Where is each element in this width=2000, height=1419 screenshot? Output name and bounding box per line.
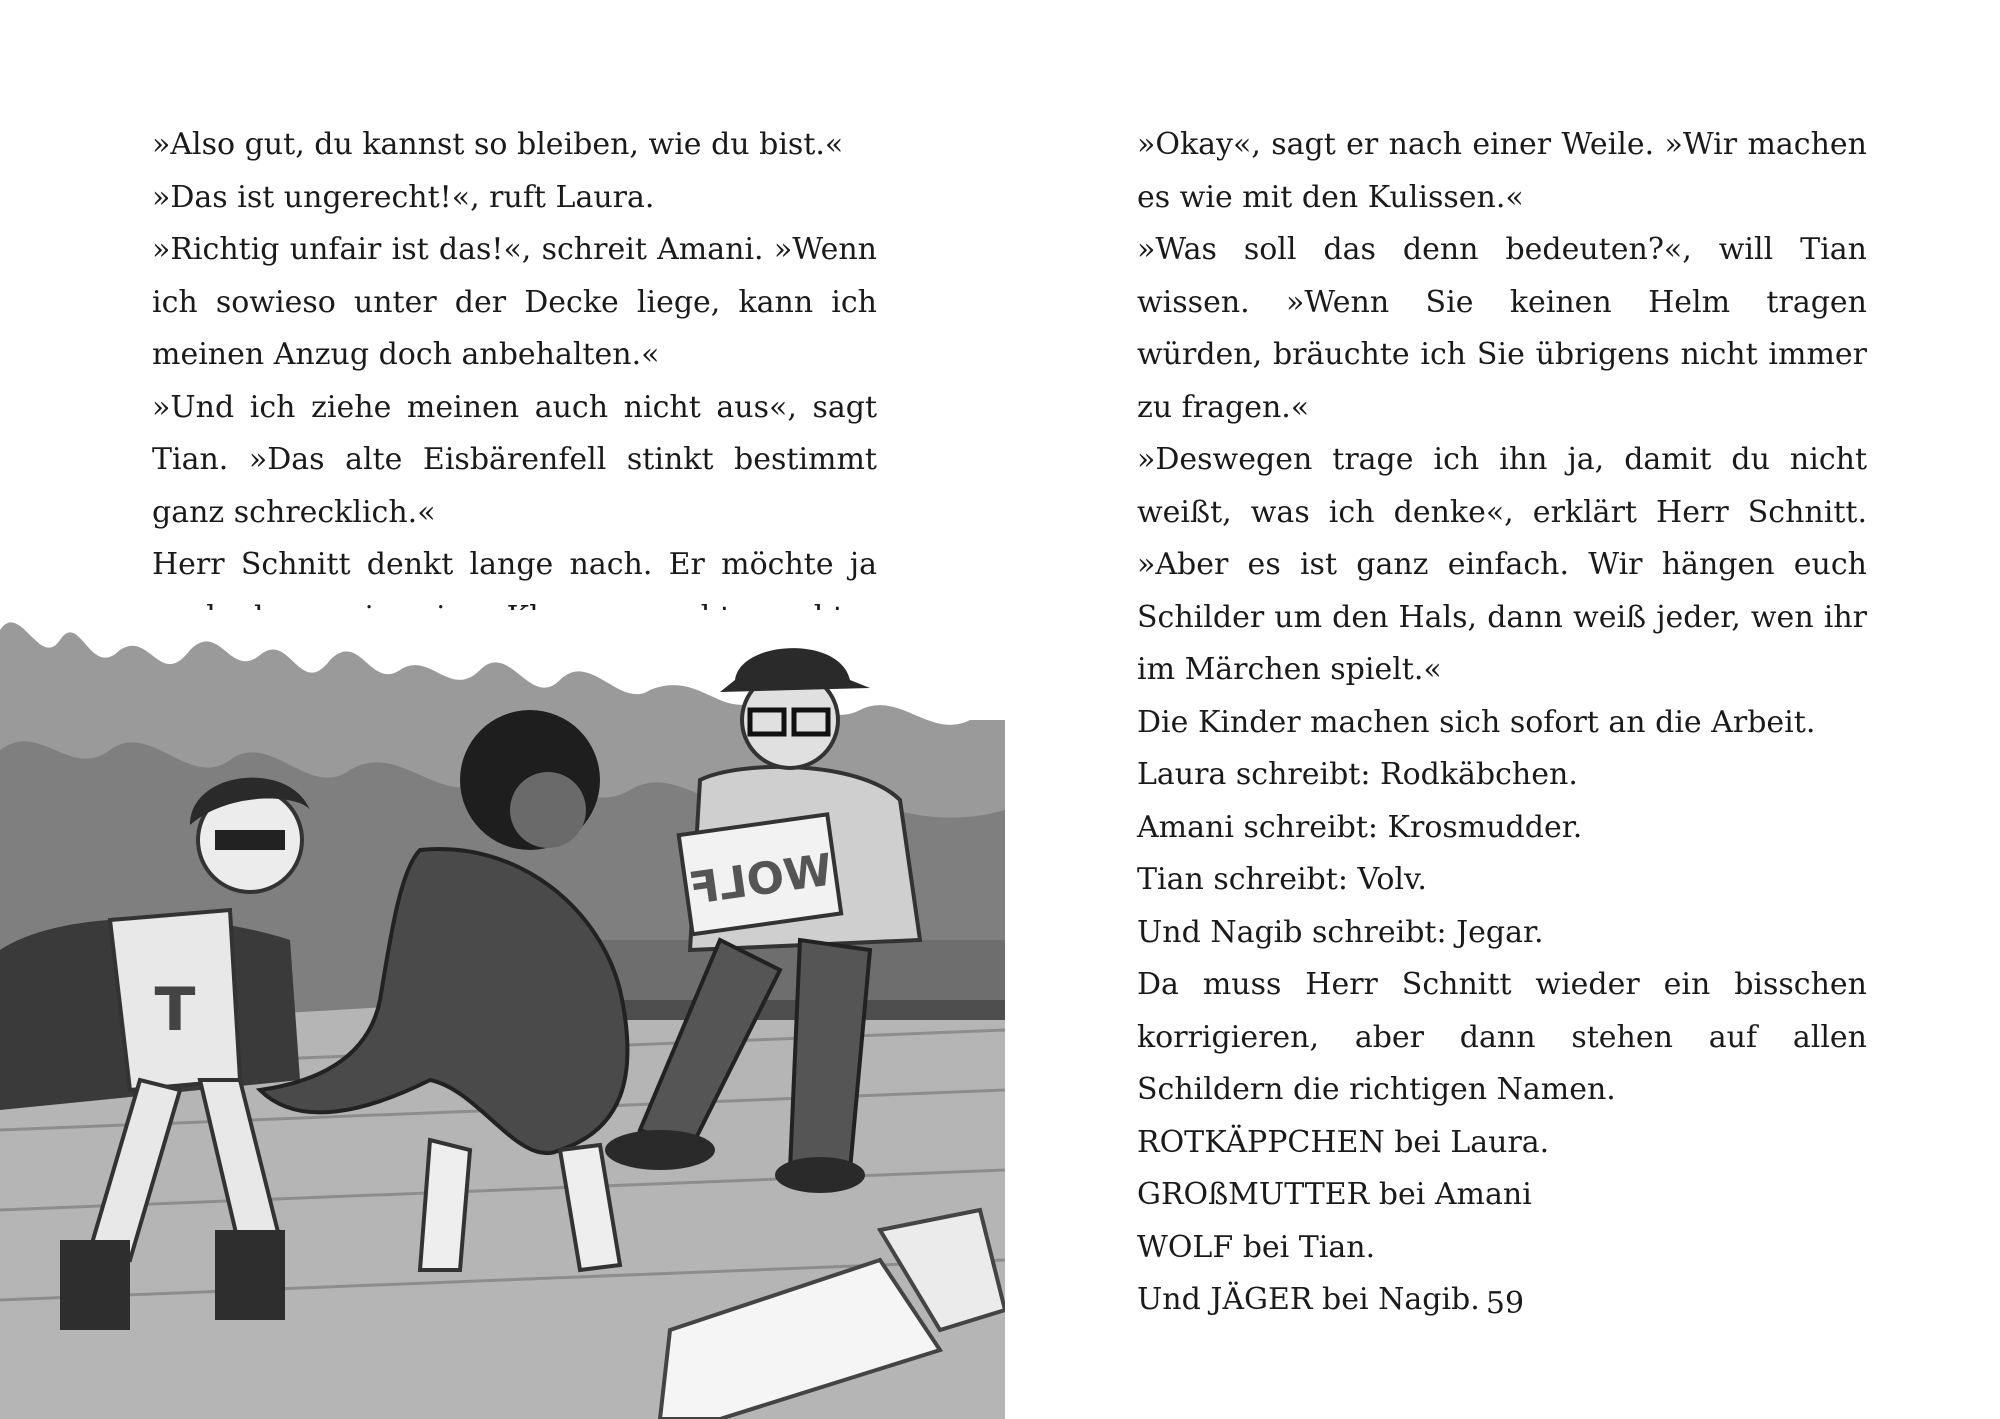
wolf-sign: [679, 814, 841, 934]
paragraph: ROTKÄPPCHEN bei Laura.: [1137, 1124, 1550, 1160]
paragraph: »Richtig unfair ist das!«, schreit Amani. »Wenn ich sowieso unter der Decke liege, kann ich meinen Anzug doch anbehalten.«: [152, 232, 877, 372]
right-page-text: [1137, 119, 1867, 1327]
sign-text: WOLF: [685, 844, 836, 916]
stage-illustration: [0, 610, 1005, 1419]
paragraph: Und JÄGER bei Nagib.: [1137, 1282, 1480, 1317]
illustration-drawing: [0, 610, 1005, 1419]
paragraph: Die Kinder machen sich sofort an die Arbeit.: [1137, 704, 1816, 740]
paragraph: Laura schreibt: Rodkäbchen.: [1137, 757, 1578, 792]
paragraph: »Okay«, sagt er nach einer Weile. »Wir machen es wie mit den Kulissen.«: [1137, 127, 1867, 215]
paragraph: WOLF bei Tian.: [1137, 1229, 1376, 1265]
page-number: 59: [1485, 1286, 1525, 1321]
paragraph: »Und ich ziehe meinen auch nicht aus«, sagt Tian. »Das alte Eisbärenfell stinkt bestimmt ganz schrecklich.«: [152, 389, 877, 530]
paragraph: Tian schreibt: Volv.: [1137, 862, 1427, 897]
paragraph: Da muss Herr Schnitt wieder ein bisschen korrigieren, aber dann stehen auf allen Schildern die richtigen Namen.: [1137, 967, 1867, 1107]
paragraph: GROßMUTTER bei Amani: [1137, 1177, 1532, 1212]
paragraph: »Was soll das denn bedeuten?«, will Tian wissen. »Wenn Sie keinen Helm tragen würden, bräuchte ich Sie übrigens nicht immer zu fragen.«: [1137, 232, 1867, 425]
paragraph: Herr Schnitt denkt lange nach. Er möchte ja: [152, 547, 877, 582]
shirt-letter: T: [154, 975, 196, 1045]
paragraph: »Deswegen trage ich ihn ja, damit du nicht weißt, was ich denke«, erklärt Herr Schnitt. »Aber es ist ganz einfach. Wir hängen euch Schilder um den Hals, dann weiß jeder, wen ihr im Märchen spielt.«: [1137, 442, 1867, 687]
paragraph: »Das ist ungerecht!«, ruft Laura.: [152, 179, 655, 215]
paragraph: Und Nagib schreibt: Jegar.: [1137, 914, 1544, 950]
paragraph: »Also gut, du kannst so bleiben, wie du bist.«: [152, 127, 844, 162]
bench: [560, 940, 1005, 1000]
left-page-text: [152, 119, 877, 644]
paragraph: Amani schreibt: Krosmudder.: [1137, 809, 1583, 845]
